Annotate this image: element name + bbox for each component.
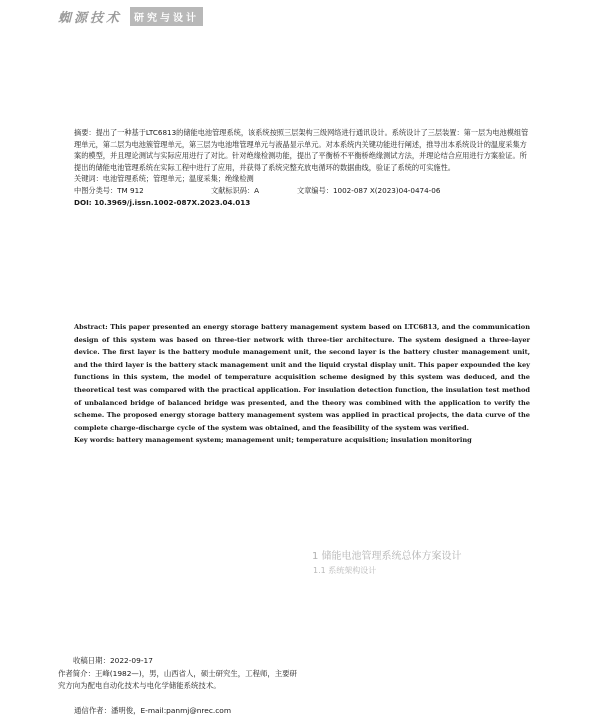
journal-name: 蜘源技术 <box>58 10 123 26</box>
article-number: 文章编号：1002-087 X(2023)04-0474-06 <box>297 185 441 195</box>
clc-number: 中图分类号：TM 912 <box>74 185 144 195</box>
author-bio: 作者简介：王峰(1982—)，男，山西省人，硕士研究生，工程师，主要研究方向为配电自动化技术与电化学储能系统技术。 <box>58 668 297 690</box>
footnote-block <box>58 655 303 693</box>
section-tag: 研究与设计 <box>130 7 203 26</box>
section-heading-1: 1 储能电池管理系统总体方案设计 <box>312 551 462 562</box>
english-abstract-block <box>74 321 530 447</box>
section-heading-1-1: 1.1 系统架构设计 <box>313 566 377 575</box>
english-abstract-text: Abstract: This paper presented an energy storage battery management system based on LTC6813, and the communication design of this system was based on three-tier network with three-tier architecture. The system designed a three-layer device. The first layer is the battery module management unit, the second layer is the battery cluster management unit, and the third layer is the battery stack management unit and the liquid crystal display unit. This paper expounded the key functions in this system, the model of temperature acquisition scheme designed by this system was deduced, and the theoretical test was compared with the practical application. For insulation detection function, the insulation test method of unbalanced bridge of balanced bridge was presented, and the theory was combined with the application to verify the scheme. The proposed energy storage battery management system was applied in practical projects, the data curve of the complete charge-discharge cycle of the system was obtained, and the feasibility of the system was verified. <box>74 323 530 432</box>
received-date: 收稿日期：2022-09-17 <box>73 656 153 665</box>
corresponding-author: 通信作者：潘明俊，E-mail:panmj@nrec.com <box>74 706 232 715</box>
english-keywords: Key words: battery management system; management unit; temperature acquisition; insulation monitoring <box>74 436 472 445</box>
running-header <box>58 6 203 26</box>
document-code: 文献标识码：A <box>211 185 260 195</box>
chinese-abstract-block <box>74 127 530 208</box>
chinese-abstract-text: 摘要：提出了一种基于LTC6813的储能电池管理系统，该系统按照三层架构三级网络进行通讯设计。系统设计了三层装置：第一层为电池模组管理单元，第二层为电池簇管理单元，第三层为电池堆管理单元与液晶显示单元。对本系统内关键功能进行阐述，推导出本系统设计的温度采集方案的模型，并且理论测试与实际应用进行了对比。针对绝缘检测功能，提出了平衡桥不平衡桥绝缘测试方法，并理论结合应用进行方案验证。所提出的储能电池管理系统在实际工程中进行了应用，并获得了系统完整充放电循环的数据曲线，验证了系统的可实施性。 <box>74 128 529 172</box>
doi: DOI: 10.3969/j.issn.1002-087X.2023.04.013 <box>74 197 251 207</box>
classification-row <box>74 185 530 197</box>
chinese-keywords: 关键词：电池管理系统；管理单元；温度采集；绝缘检测 <box>74 174 254 184</box>
